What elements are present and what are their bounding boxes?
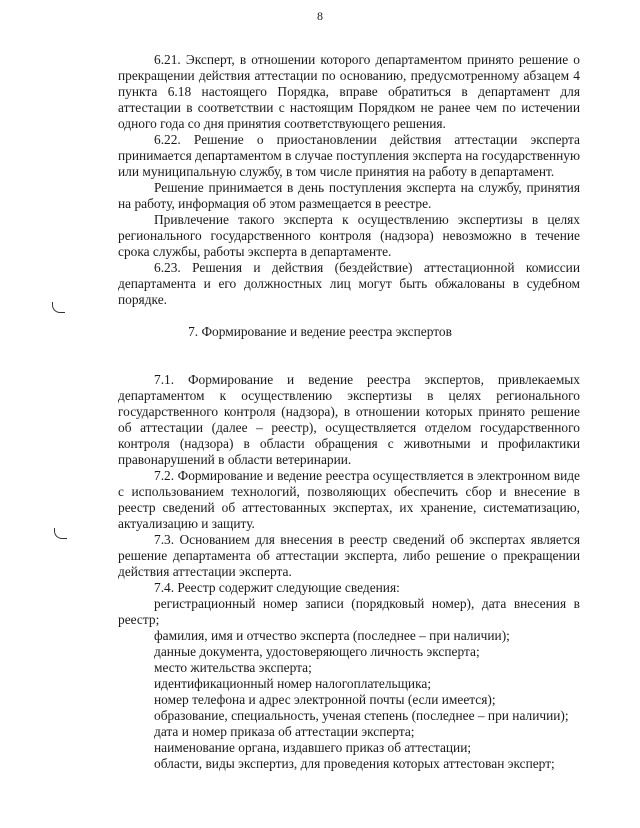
page-number: 8 [317, 9, 323, 23]
section-7-text [118, 372, 580, 772]
list-item-full-name: фамилия, имя и отчество эксперта (последнее – при наличии); [154, 628, 510, 643]
margin-mark [54, 528, 67, 539]
paragraph-7-3: 7.3. Основанием для внесения в реестр сведений об экспертах является решение департамента об аттестации эксперта, либо решение о прекращении действия аттестации эксперта. [118, 532, 580, 579]
list-item-id-document: данные документа, удостоверяющего личность эксперта; [154, 644, 480, 659]
list-item-contacts: номер телефона и адрес электронной почты (если имеется); [154, 692, 496, 707]
list-item-reg-number: регистрационный номер записи (порядковый номер), дата внесения в реестр; [118, 596, 580, 627]
paragraph-6-22-involvement: Привлечение такого эксперта к осуществлению экспертизы в целях регионального государственного контроля (надзора) невозможно в течение срока службы, работы эксперта в департаменте. [118, 212, 580, 259]
paragraph-6-22: 6.22. Решение о приостановлении действия аттестации эксперта принимается департаментом в случае поступления эксперта на государственную или муниципальную службу, в том числе принятия на работу в департамент. [118, 132, 580, 179]
list-item-issuing-body: наименование органа, издавшего приказ об аттестации; [154, 740, 472, 755]
paragraph-6-21: 6.21. Эксперт, в отношении которого департаментом принято решение о прекращении действия аттестации по основанию, предусмотренному абзацем 4 пункта 6.18 настоящего Порядка, вправе обратиться в департамент для аттестации в соответствии с настоящим Порядком не ранее чем по истечении одного года со дня принятия соответствующего решения. [118, 52, 580, 131]
section-6-text [118, 52, 580, 308]
list-item-order: дата и номер приказа об аттестации эксперта; [154, 724, 415, 739]
section-7-heading: 7. Формирование и ведение реестра экспертов [188, 324, 452, 339]
margin-mark [52, 302, 65, 313]
list-item-education: образование, специальность, ученая степень (последнее – при наличии); [154, 708, 569, 723]
paragraph-6-23: 6.23. Решения и действия (бездействие) аттестационной комиссии департамента и его должностных лиц могут быть обжалованы в судебном порядке. [118, 260, 580, 307]
paragraph-6-22-decision: Решение принимается в день поступления эксперта на службу, принятия на работу, информация об этом размещается в реестре. [118, 180, 580, 211]
paragraph-7-1: 7.1. Формирование и ведение реестра экспертов, привлекаемых департаментом к осуществлению экспертизы в целях регионального государственного контроля (надзора), в отношении которых принято решение об аттестации (далее – реестр), осуществляется отделом государственного контроля (надзора) в области обращения с животными и профилактики правонарушений в области ветеринарии. [118, 372, 580, 467]
list-item-residence: место жительства эксперта; [154, 660, 312, 675]
paragraph-7-2: 7.2. Формирование и ведение реестра осуществляется в электронном виде с использованием технологий, позволяющих обеспечить сбор и внесение в реестр сведений об аттестованных экспертах, их хранение, систематизацию, актуализацию и защиту. [118, 468, 580, 531]
list-item-tax-number: идентификационный номер налогоплательщика; [154, 676, 432, 691]
list-item-expertise-areas: области, виды экспертиз, для проведения которых аттестован эксперт; [154, 756, 555, 771]
paragraph-7-4: 7.4. Реестр содержит следующие сведения: [154, 580, 400, 595]
